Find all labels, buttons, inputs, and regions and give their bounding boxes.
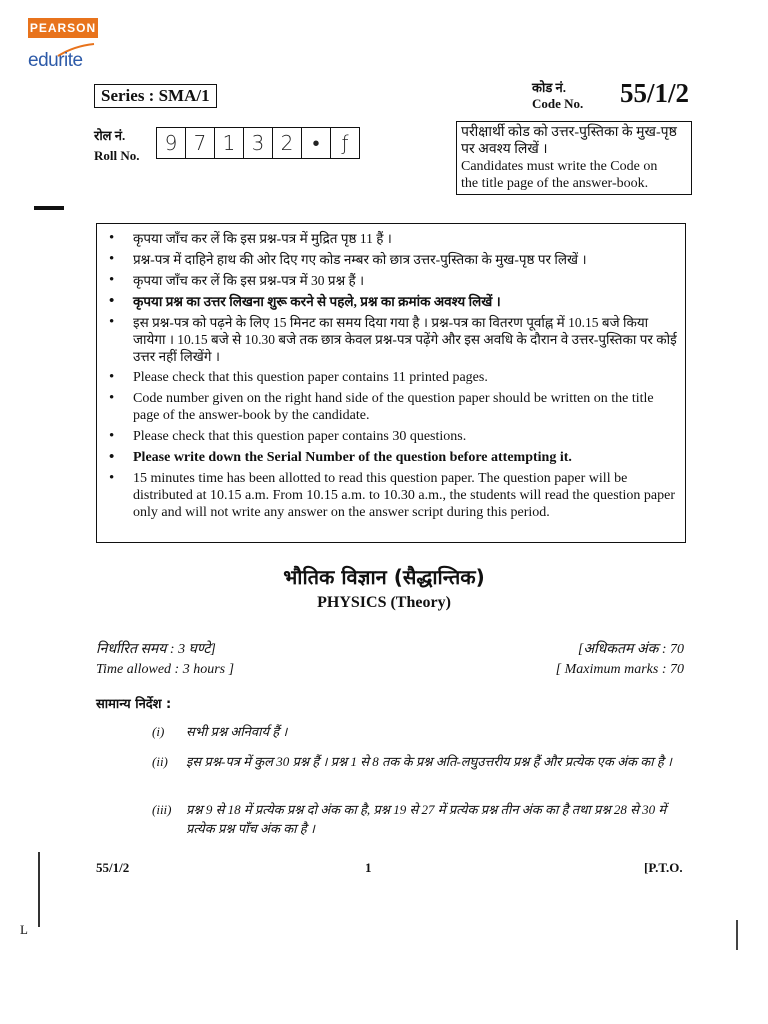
instructions-box xyxy=(96,223,686,543)
note-line: Candidates must write the Code on xyxy=(461,159,658,174)
general-instructions-heading: सामान्य निर्देश : xyxy=(96,697,172,712)
instruction-item: • 15 minutes time has been allotted to read this question paper. The question paper will be distributed at 10.15 a.m. From 10.15 a.m. to 10.30 a.m., the students will read the question paper only and will not write any answer on the answer script during this period. xyxy=(107,470,677,521)
general-instruction-item xyxy=(152,722,696,741)
roll-digit[interactable]: 9 xyxy=(157,128,186,158)
time-allowed xyxy=(96,640,234,680)
roll-label xyxy=(94,126,140,166)
item-text: प्रश्न 9 से 18 में प्रत्येक प्रश्न दो अंक का है, प्रश्न 19 से 27 में प्रत्येक प्रश्न तीन अंक का है तथा प्रश्न 28 से 30 में प्रत्येक प्रश्न पाँच अंक का है । xyxy=(186,802,667,836)
scan-mark-icon: ʟ xyxy=(20,918,28,938)
item-number: (ii) xyxy=(152,754,168,769)
roll-label-hi: रोल नं. xyxy=(94,128,126,143)
instruction-item: • कृपया प्रश्न का उत्तर लिखना शुरू करने से पहले, प्रश्न का क्रमांक अवश्य लिखें । xyxy=(107,293,677,310)
page-title: PHYSICS (Theory) xyxy=(317,594,451,611)
item-text: सभी प्रश्न अनिवार्य हैं । xyxy=(186,724,288,739)
pto-label: [P.T.O. xyxy=(644,860,683,875)
item-number: (i) xyxy=(152,724,165,739)
instruction-item: • इस प्रश्न-पत्र को पढ़ने के लिए 15 मिनट का समय दिया गया है । प्रश्न-पत्र का वितरण पूर्वाह्न में 10.15 बजे किया जायेगा । 10.15 बजे से 10.30 बजे तक छात्र केवल प्रश्न-पत्र पढ़ेंगे और इस अवधि के दौरान वे उत्तर-पुस्तिका पर कोई उत्तर नहीं लिखेंगे । xyxy=(107,314,677,365)
series-label: Series : SMA/1 xyxy=(94,84,217,108)
code-instruction-box xyxy=(456,121,692,195)
code-number: 55/1/2 xyxy=(620,78,690,108)
instruction-item: • कृपया जाँच कर लें कि इस प्रश्न-पत्र में मुद्रित पृष्ठ 11 हैं । xyxy=(107,230,677,247)
code-label-hi: कोड नं. xyxy=(532,80,567,95)
pearson-logo: PEARSON xyxy=(28,18,98,38)
note-line: the title page of the answer-book. xyxy=(461,176,649,191)
code-label xyxy=(532,80,583,112)
page-title-hindi: भौतिक विज्ञान (सैद्धान्तिक) xyxy=(283,565,485,589)
instruction-item: • Please check that this question paper contains 11 printed pages. xyxy=(107,369,677,386)
general-instruction-item xyxy=(152,752,696,771)
roll-digit[interactable]: • xyxy=(302,128,331,158)
instruction-item: • कृपया जाँच कर लें कि इस प्रश्न-पत्र में 30 प्रश्न हैं । xyxy=(107,272,677,289)
roll-number-grid[interactable] xyxy=(156,127,360,159)
code-label-en: Code No. xyxy=(532,96,584,111)
roll-digit[interactable]: 7 xyxy=(186,128,215,158)
maximum-marks-hi: [अधिकतम अंक : 70 xyxy=(577,642,684,657)
page-number: 1 xyxy=(365,860,372,875)
margin-line xyxy=(38,852,40,927)
maximum-marks xyxy=(556,640,684,680)
footer-code: 55/1/2 xyxy=(96,860,130,875)
note-line: पर अवश्य लिखें । xyxy=(461,142,548,157)
item-text: इस प्रश्न-पत्र में कुल 30 प्रश्न हैं । प्रश्न 1 से 8 तक के प्रश्न अति-लघुउत्तरीय प्रश्न हैं और प्रत्येक एक अंक का है । xyxy=(186,754,672,769)
time-allowed-hi: निर्धारित समय : 3 घण्टे] xyxy=(96,642,216,657)
roll-digit[interactable]: 1 xyxy=(215,128,244,158)
margin-dash xyxy=(34,206,64,210)
time-allowed-en: Time allowed : 3 hours ] xyxy=(96,662,235,677)
instruction-item: • Please check that this question paper contains 30 questions. xyxy=(107,428,677,445)
general-instruction-item xyxy=(152,800,696,838)
instruction-item: • Code number given on the right hand side of the question paper should be written on the title page of the answer-book by the candidate. xyxy=(107,390,677,424)
edurite-logo: edurite xyxy=(28,50,83,71)
roll-digit[interactable]: ƒ xyxy=(341,131,349,155)
roll-digit[interactable]: 3 xyxy=(244,128,273,158)
instruction-item: • Please write down the Serial Number of the question before attempting it. xyxy=(107,449,677,466)
roll-label-en: Roll No. xyxy=(94,148,140,163)
item-number: (iii) xyxy=(152,802,172,817)
roll-digit[interactable]: 2 xyxy=(273,128,302,158)
scan-mark-icon xyxy=(736,920,738,950)
note-line: परीक्षार्थी कोड को उत्तर-पुस्तिका के मुख-पृष्ठ xyxy=(461,125,677,140)
instruction-item: • प्रश्न-पत्र में दाहिने हाथ की ओर दिए गए कोड नम्बर को छात्र उत्तर-पुस्तिका के मुख-पृष्ठ पर लिखें । xyxy=(107,251,677,268)
maximum-marks-en: [ Maximum marks : 70 xyxy=(555,662,684,677)
